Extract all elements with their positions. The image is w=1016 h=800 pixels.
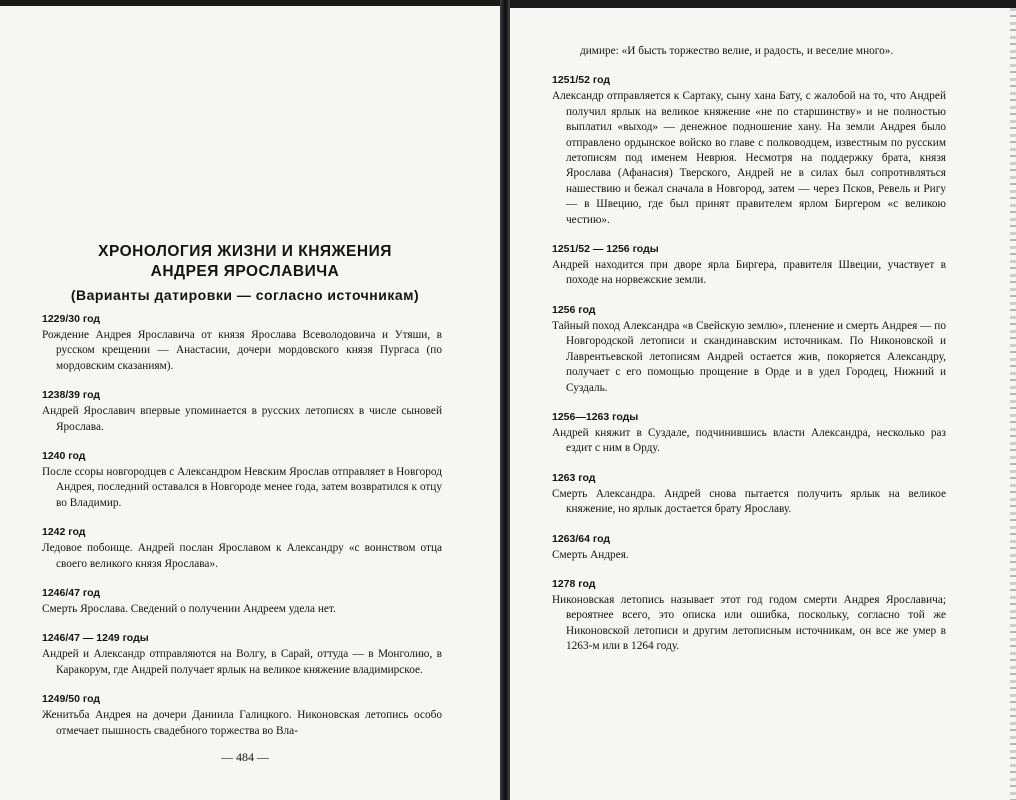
- entry-year: 1251/52 — 1256 годы: [552, 243, 659, 256]
- chronology-entry: [42, 388, 442, 435]
- chronology-entry: [42, 586, 442, 617]
- chronology-entry: [42, 692, 442, 739]
- chronology-entry: [42, 449, 442, 511]
- chronology-entry: [42, 312, 442, 374]
- entry-year: 1238/39 год: [42, 389, 101, 402]
- chronology-entry: [42, 525, 442, 572]
- left-page: [0, 0, 500, 800]
- chronology-entry: [552, 532, 946, 563]
- entry-year: 1256—1263 годы: [552, 410, 639, 423]
- entry-year: 1278 год: [552, 577, 596, 590]
- entry-year: 1246/47 — 1249 годы: [42, 632, 149, 645]
- title-line-1: ХРОНОЛОГИЯ ЖИЗНИ И КНЯЖЕНИЯ: [98, 243, 392, 260]
- entry-year: 1229/30 год: [42, 313, 101, 325]
- title-line-2: АНДРЕЯ ЯРОСЛАВИЧА: [150, 263, 340, 280]
- entry-text: Женитьба Андрея на дочери Даниила Галицкого. Никоновская летопись особо отмечает пышность свадебного торжества во Вла-: [42, 709, 442, 737]
- entry-text: Смерть Александра. Андрей снова пытается получить ярлык на великое княжение, но ярлык достается брату Ярославу.: [552, 487, 946, 516]
- entry-year: 1242 год: [42, 526, 86, 539]
- chronology-entry: [552, 73, 946, 228]
- right-column: [552, 44, 946, 655]
- entry-text: Тайный поход Александра «в Свейскую землю», пленение и смерть Андрея — по Новгородской летописи и скандинавским источникам. По Никоновской и Лаврентьевской летописям Андрей остается жив, покоряется Александру, получает с его помощью прощение в Орде и в удел Городец, Нижний и Суздаль.: [552, 319, 946, 394]
- page-edge: [1010, 8, 1016, 800]
- entry-text: Смерть Андрея.: [552, 548, 629, 561]
- entry-text: Александр отправляется к Сартаку, сыну хана Бату, с жалобой на то, что Андрей получил ярлык на великое княжение «не по старшинству» и не полностью выплатил «выход» — денежное подношение хану. На земли Андрея было отправлено ордынское войско во главе с полководцем, известным по русским летописям под именем Неврюя. Несмотря на поддержку брата, князя Ярослава (Афанасия) Тверского, Андрей не в силах был сопротивляться нашествию и бежал сначала в Новгород, затем — через Псков, Ревель и Ригу — в Швецию, где был принят правителем ярлом Биргером «с великою честию».: [552, 90, 946, 226]
- entry-text: Никоновская летопись называет этот год годом смерти Андрея Ярославича; вероятнее всего, это описка или ошибка, поскольку, согласно той же Никоновской летописи и другим летописным источникам, он все же умер в 1263-м или в 1264 году.: [552, 593, 946, 653]
- entry-year: 1263 год: [552, 471, 596, 484]
- chapter-title: [40, 242, 450, 306]
- chronology-entry: [552, 242, 946, 289]
- entry-year: 1251/52 год: [552, 74, 611, 87]
- entry-year: 1263/64 год: [552, 532, 611, 545]
- entry-text: Андрей и Александр отправляются на Волгу, в Сарай, оттуда — в Монголию, в Каракорум, где Андрей получает ярлык на великое княжение владимирское.: [42, 648, 442, 676]
- left-column: [42, 312, 442, 739]
- chronology-entry: [552, 410, 946, 457]
- chapter-subtitle: (Варианты датировки — согласно источникам): [70, 287, 420, 303]
- entry-year: 1249/50 год: [42, 693, 101, 706]
- entry-text: Андрей Ярославич впервые упоминается в русских летописях в числе сыновей Ярослава.: [42, 405, 442, 433]
- continued-text: димире: «И бысть торжество велие, и радость, и веселие много».: [580, 45, 894, 57]
- entry-text: Рождение Андрея Ярославича от князя Ярослава Всеволодовича и Утяши, в русском крещении — Анастасии, дочери мордовского князя Пургаса (по мордовским сказаниям).: [42, 329, 442, 372]
- chronology-entry: [552, 303, 946, 396]
- entry-text: Андрей находится при дворе ярла Биргера, правителя Швеции, участвует в походе на норвежские земли.: [552, 259, 946, 287]
- book-gutter: [500, 0, 510, 800]
- entry-year: 1246/47 год: [42, 587, 101, 600]
- chronology-entry: [42, 631, 442, 678]
- entry-text: Андрей княжит в Суздале, подчинившись власти Александра, несколько раз ездит с ним в Орду.: [552, 426, 946, 455]
- entry-text: Смерть Ярослава. Сведений о получении Андреем удела нет.: [42, 603, 336, 616]
- chronology-entry: [552, 471, 946, 518]
- entry-year: 1240 год: [42, 450, 86, 463]
- entry-text: После ссоры новгородцев с Александром Невским Ярослав отправляет в Новгород Андрея, последний оставался в Новгороде менее года, затем возвратился к отцу во Владимир.: [42, 466, 443, 509]
- entry-text: Ледовое побоище. Андрей послан Ярославом к Александру «с воинством отца своего великого князя Ярослава».: [42, 542, 442, 570]
- chronology-entry: [552, 577, 946, 655]
- page-number: — 484 —: [221, 750, 269, 764]
- entry-year: 1256 год: [552, 303, 596, 316]
